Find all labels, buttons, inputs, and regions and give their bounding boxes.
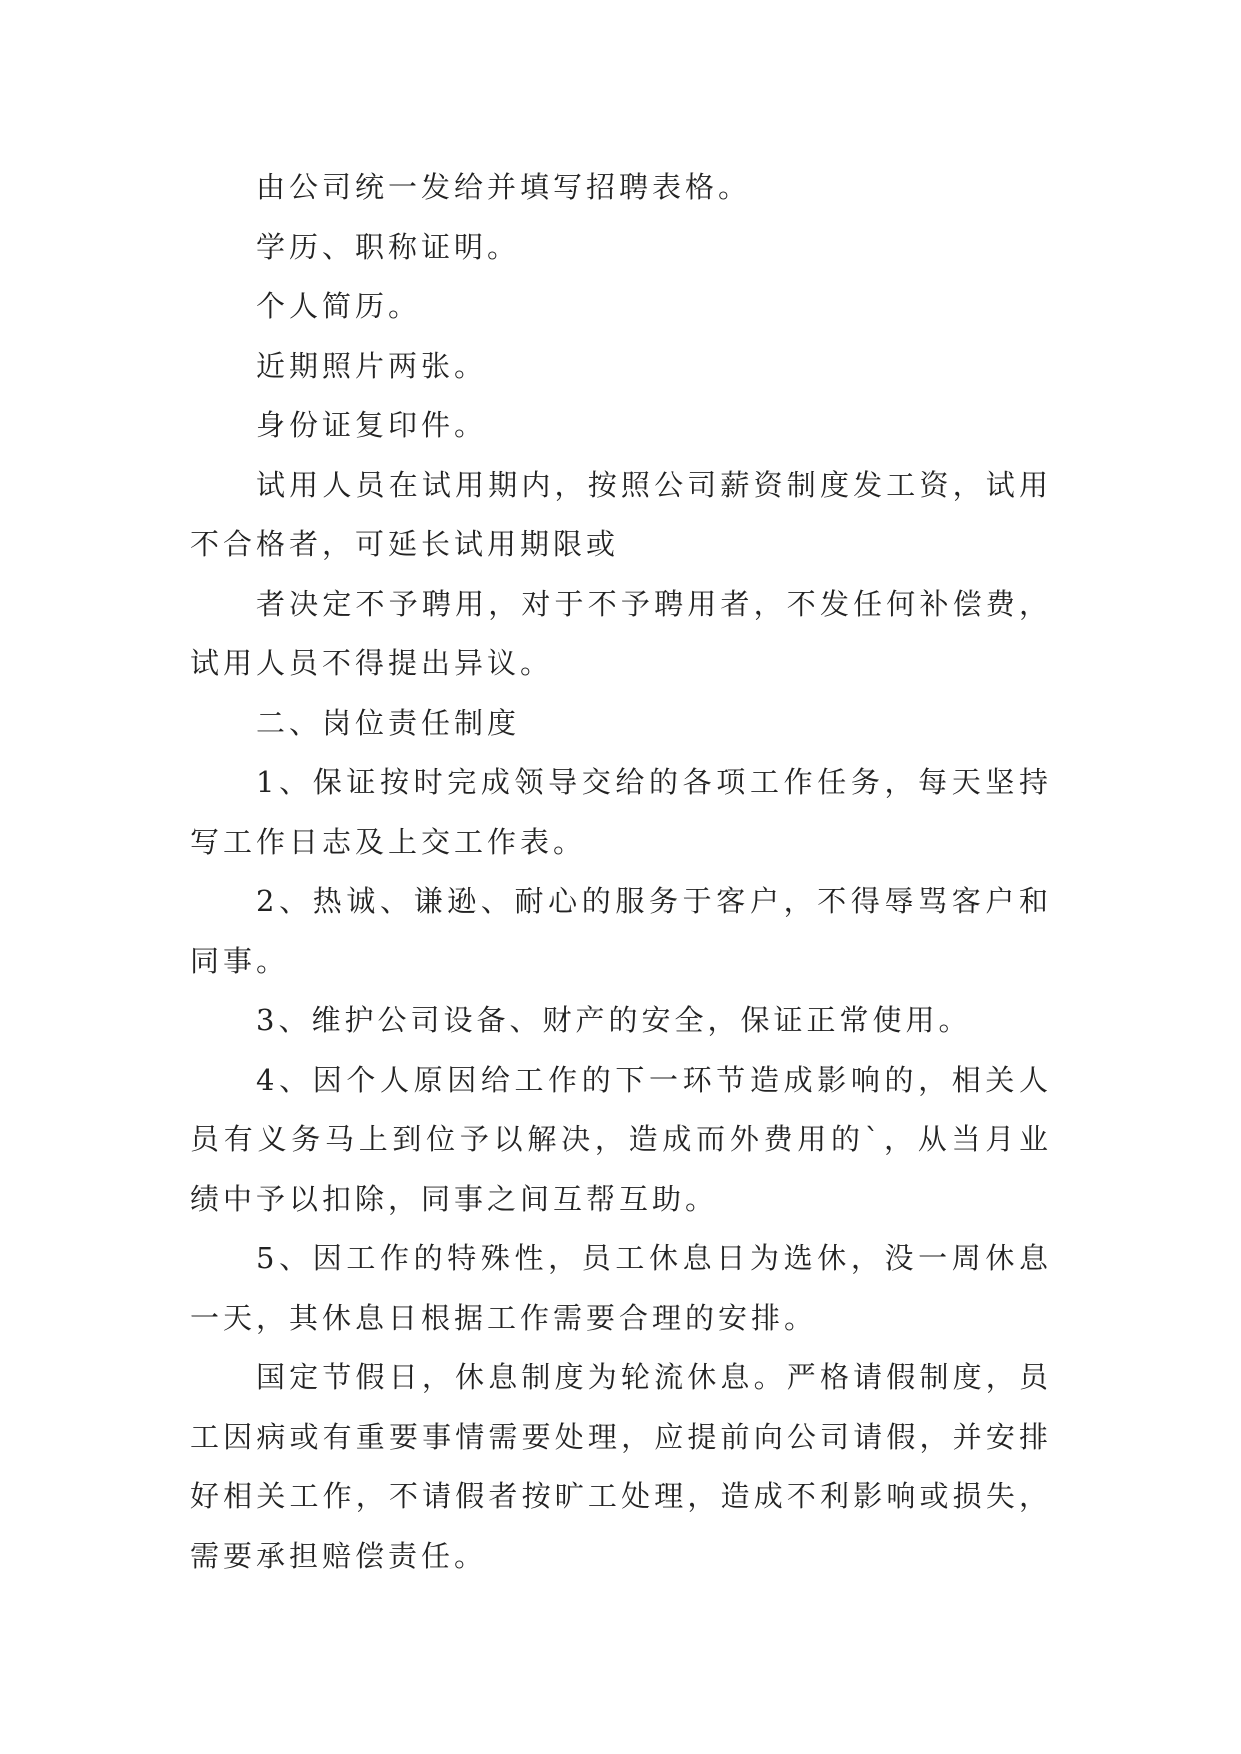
paragraph-photos: 近期照片两张。 (256, 348, 488, 383)
paragraph-resume: 个人简历。 (256, 289, 422, 323)
paragraph-probation-salary: 试用人员在试用期内，按照公司薪资制度发工资，试用不合格者，可延长试用期限或 (190, 467, 1052, 561)
paragraph-item-3: 3、维护公司设备、财产的安全，保证正常使用。 (256, 1003, 972, 1037)
paragraph-id-copy: 身份证复印件。 (256, 408, 488, 442)
paragraph-holiday-leave: 国定节假日，休息制度为轮流休息。严格请假制度，员工因病或有重要事情需要处理，应提前向公司请假，并安排好相关工作，不请假者按旷工处理，造成不利影响或损失，需要承担赔偿责任。 (190, 1360, 1052, 1573)
paragraph-recruitment-form: 由公司统一发给并填写招聘表格。 (256, 170, 752, 204)
paragraph-education-certificate: 学历、职称证明。 (256, 229, 521, 264)
paragraph-item-1: 1、保证按时完成领导交给的各项工作任务，每天坚持写工作日志及上交工作表。 (190, 765, 1052, 859)
paragraph-item-4: 4、因个人原因给工作的下一环节造成影响的，相关人员有义务马上到位予以解决，造成而外费用的`，从当月业绩中予以扣除，同事之间互帮互助。 (190, 1062, 1052, 1216)
paragraph-item-2: 2、热诚、谦逊、耐心的服务于客户，不得辱骂客户和同事。 (190, 884, 1052, 978)
document-body (190, 158, 1052, 1586)
section-heading-job-responsibility: 二、岗位责任制度 (256, 705, 521, 740)
paragraph-probation-decision: 者决定不予聘用，对于不予聘用者，不发任何补偿费，试用人员不得提出异议。 (190, 586, 1052, 680)
paragraph-item-5: 5、因工作的特殊性，员工休息日为选休，没一周休息一天，其休息日根据工作需要合理的安排。 (190, 1241, 1052, 1335)
